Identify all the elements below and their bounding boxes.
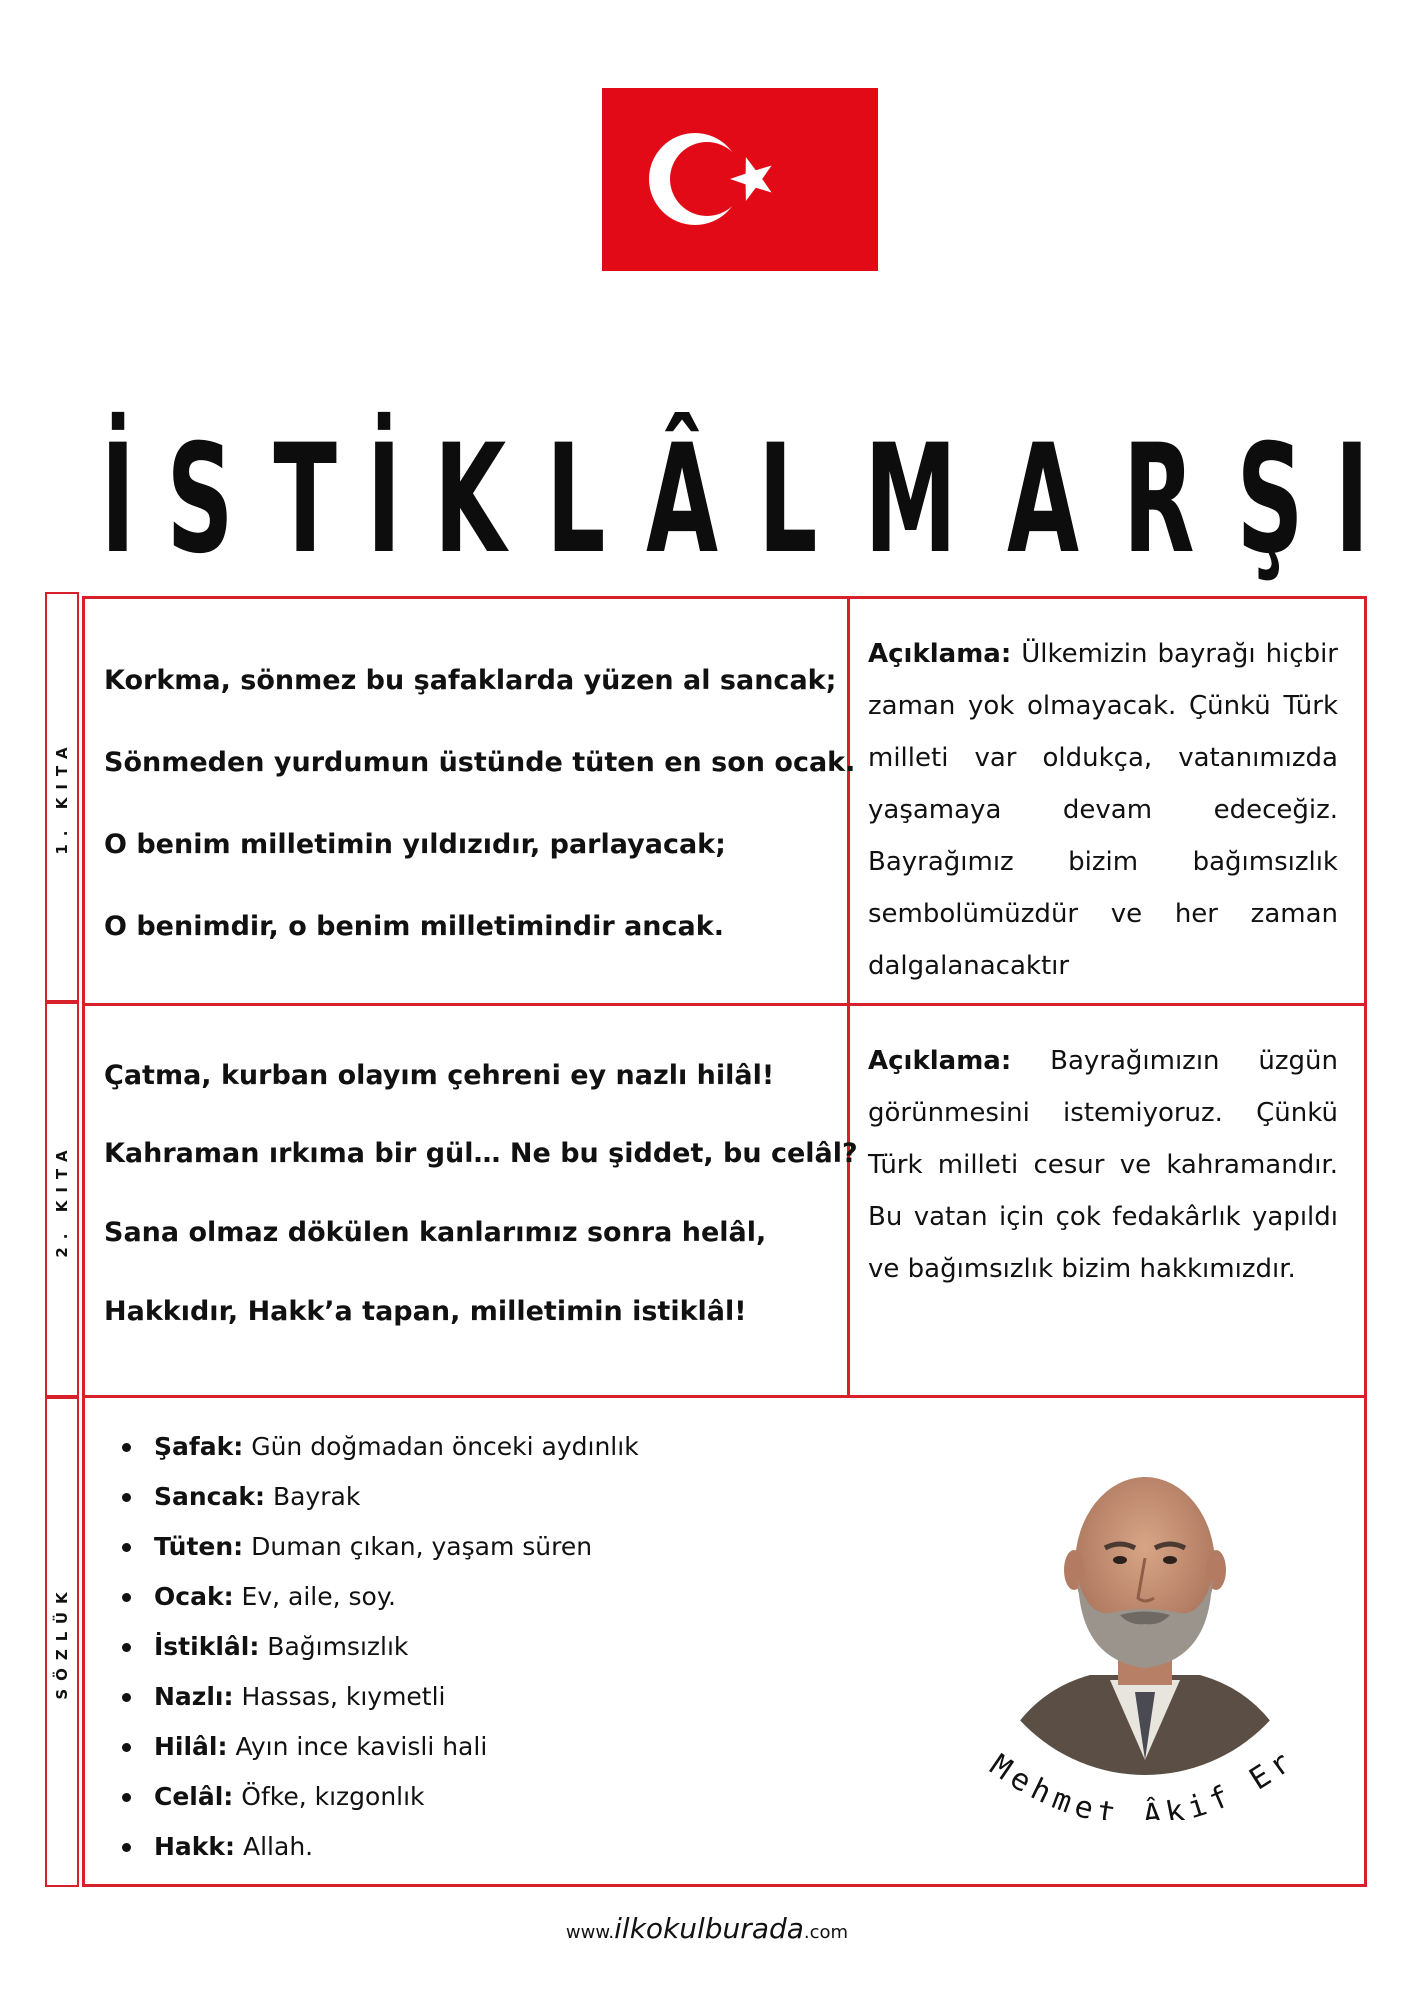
- glossary-item: İstiklâl: Bağımsızlık: [118, 1622, 639, 1672]
- glossary-side-label: SÖZLÜK: [45, 1397, 79, 1887]
- explanation-text: Ülkemizin bayrağı hiçbir zaman yok olmayacak. Çünkü Türk milleti var oldukça, vatanımızda yaşamaya devam edeceğiz. Bayrağımız bizim bağımsızlık sembolümüzdür ve her zaman dalgalanacaktır: [868, 639, 1338, 981]
- verse-line: Hakkıdır, Hakk’a tapan, milletimin istiklâl!: [104, 1296, 747, 1327]
- verse-line: Korkma, sönmez bu şafaklarda yüzen al sancak;: [104, 665, 837, 696]
- explanation-label: Açıklama:: [868, 1046, 1012, 1076]
- title-letter: R: [1122, 413, 1195, 587]
- footer-website[interactable]: www.ilkokulburada.com: [565, 1912, 849, 1945]
- stanza1-verse-box: [82, 596, 850, 1006]
- title-letter: K: [434, 413, 507, 587]
- turkish-flag: [602, 88, 878, 271]
- stanza2-side-label: 2. KITA: [45, 1002, 79, 1397]
- title-letter: I: [1335, 413, 1370, 587]
- portrait-illustration: [960, 1430, 1330, 1820]
- glossary-item: Ocak: Ev, aile, soy.: [118, 1572, 639, 1622]
- verse-line: O benimdir, o benim milletimindir ancak.: [104, 911, 724, 942]
- title-letter: İ: [366, 413, 402, 587]
- title-letter: M: [863, 413, 957, 587]
- title-letter: L: [758, 413, 818, 587]
- title-letter: Ş: [1236, 413, 1304, 587]
- stanza1-side-label: 1. KITA: [45, 592, 79, 1002]
- verse-line: Sönmeden yurdumun üstünde tüten en son ocak.: [104, 747, 856, 778]
- title-letter: T: [273, 413, 337, 587]
- verse-line: Kahraman ırkıma bir gül… Ne bu şiddet, bu celâl?: [104, 1138, 858, 1169]
- stanza1-explanation: [868, 628, 1338, 992]
- title-letter: L: [546, 413, 606, 587]
- glossary-item: Hakk: Allah.: [118, 1822, 639, 1872]
- title-letter: Â: [645, 413, 718, 587]
- title-letter: A: [1006, 413, 1079, 587]
- stanza2-explanation: [868, 1035, 1338, 1295]
- poet-name: Mehmet Âkif Er: [983, 1741, 1303, 1820]
- verse-line: Sana olmaz dökülen kanlarımız sonra helâl,: [104, 1217, 767, 1248]
- glossary-item: Hilâl: Ayın ince kavisli hali: [118, 1722, 639, 1772]
- glossary-item: Nazlı: Hassas, kıymetli: [118, 1672, 639, 1722]
- explanation-text: Bayrağımızın üzgün görünmesini istemiyoruz. Çünkü Türk milleti cesur ve kahramandır. Bu vatan için çok fedakârlık yapıldı ve bağımsızlık bizim hakkımızdır.: [868, 1046, 1338, 1284]
- glossary-item: Celâl: Öfke, kızgonlık: [118, 1772, 639, 1822]
- glossary-list: [118, 1422, 639, 1872]
- title-letter: İ: [100, 413, 136, 587]
- verse-line: Çatma, kurban olayım çehreni ey nazlı hilâl!: [104, 1060, 775, 1091]
- verse-line: O benim milletimin yıldızıdır, parlayacak;: [104, 829, 726, 860]
- poet-portrait: [960, 1430, 1330, 1820]
- glossary-item: Şafak: Gün doğmadan önceki aydınlık: [118, 1422, 639, 1472]
- page-title: [90, 345, 1370, 587]
- explanation-label: Açıklama:: [868, 639, 1012, 669]
- crescent-star-icon: [602, 88, 878, 271]
- glossary-item: Sancak: Bayrak: [118, 1472, 639, 1522]
- title-letter: S: [166, 413, 234, 587]
- glossary-item: Tüten: Duman çıkan, yaşam süren: [118, 1522, 639, 1572]
